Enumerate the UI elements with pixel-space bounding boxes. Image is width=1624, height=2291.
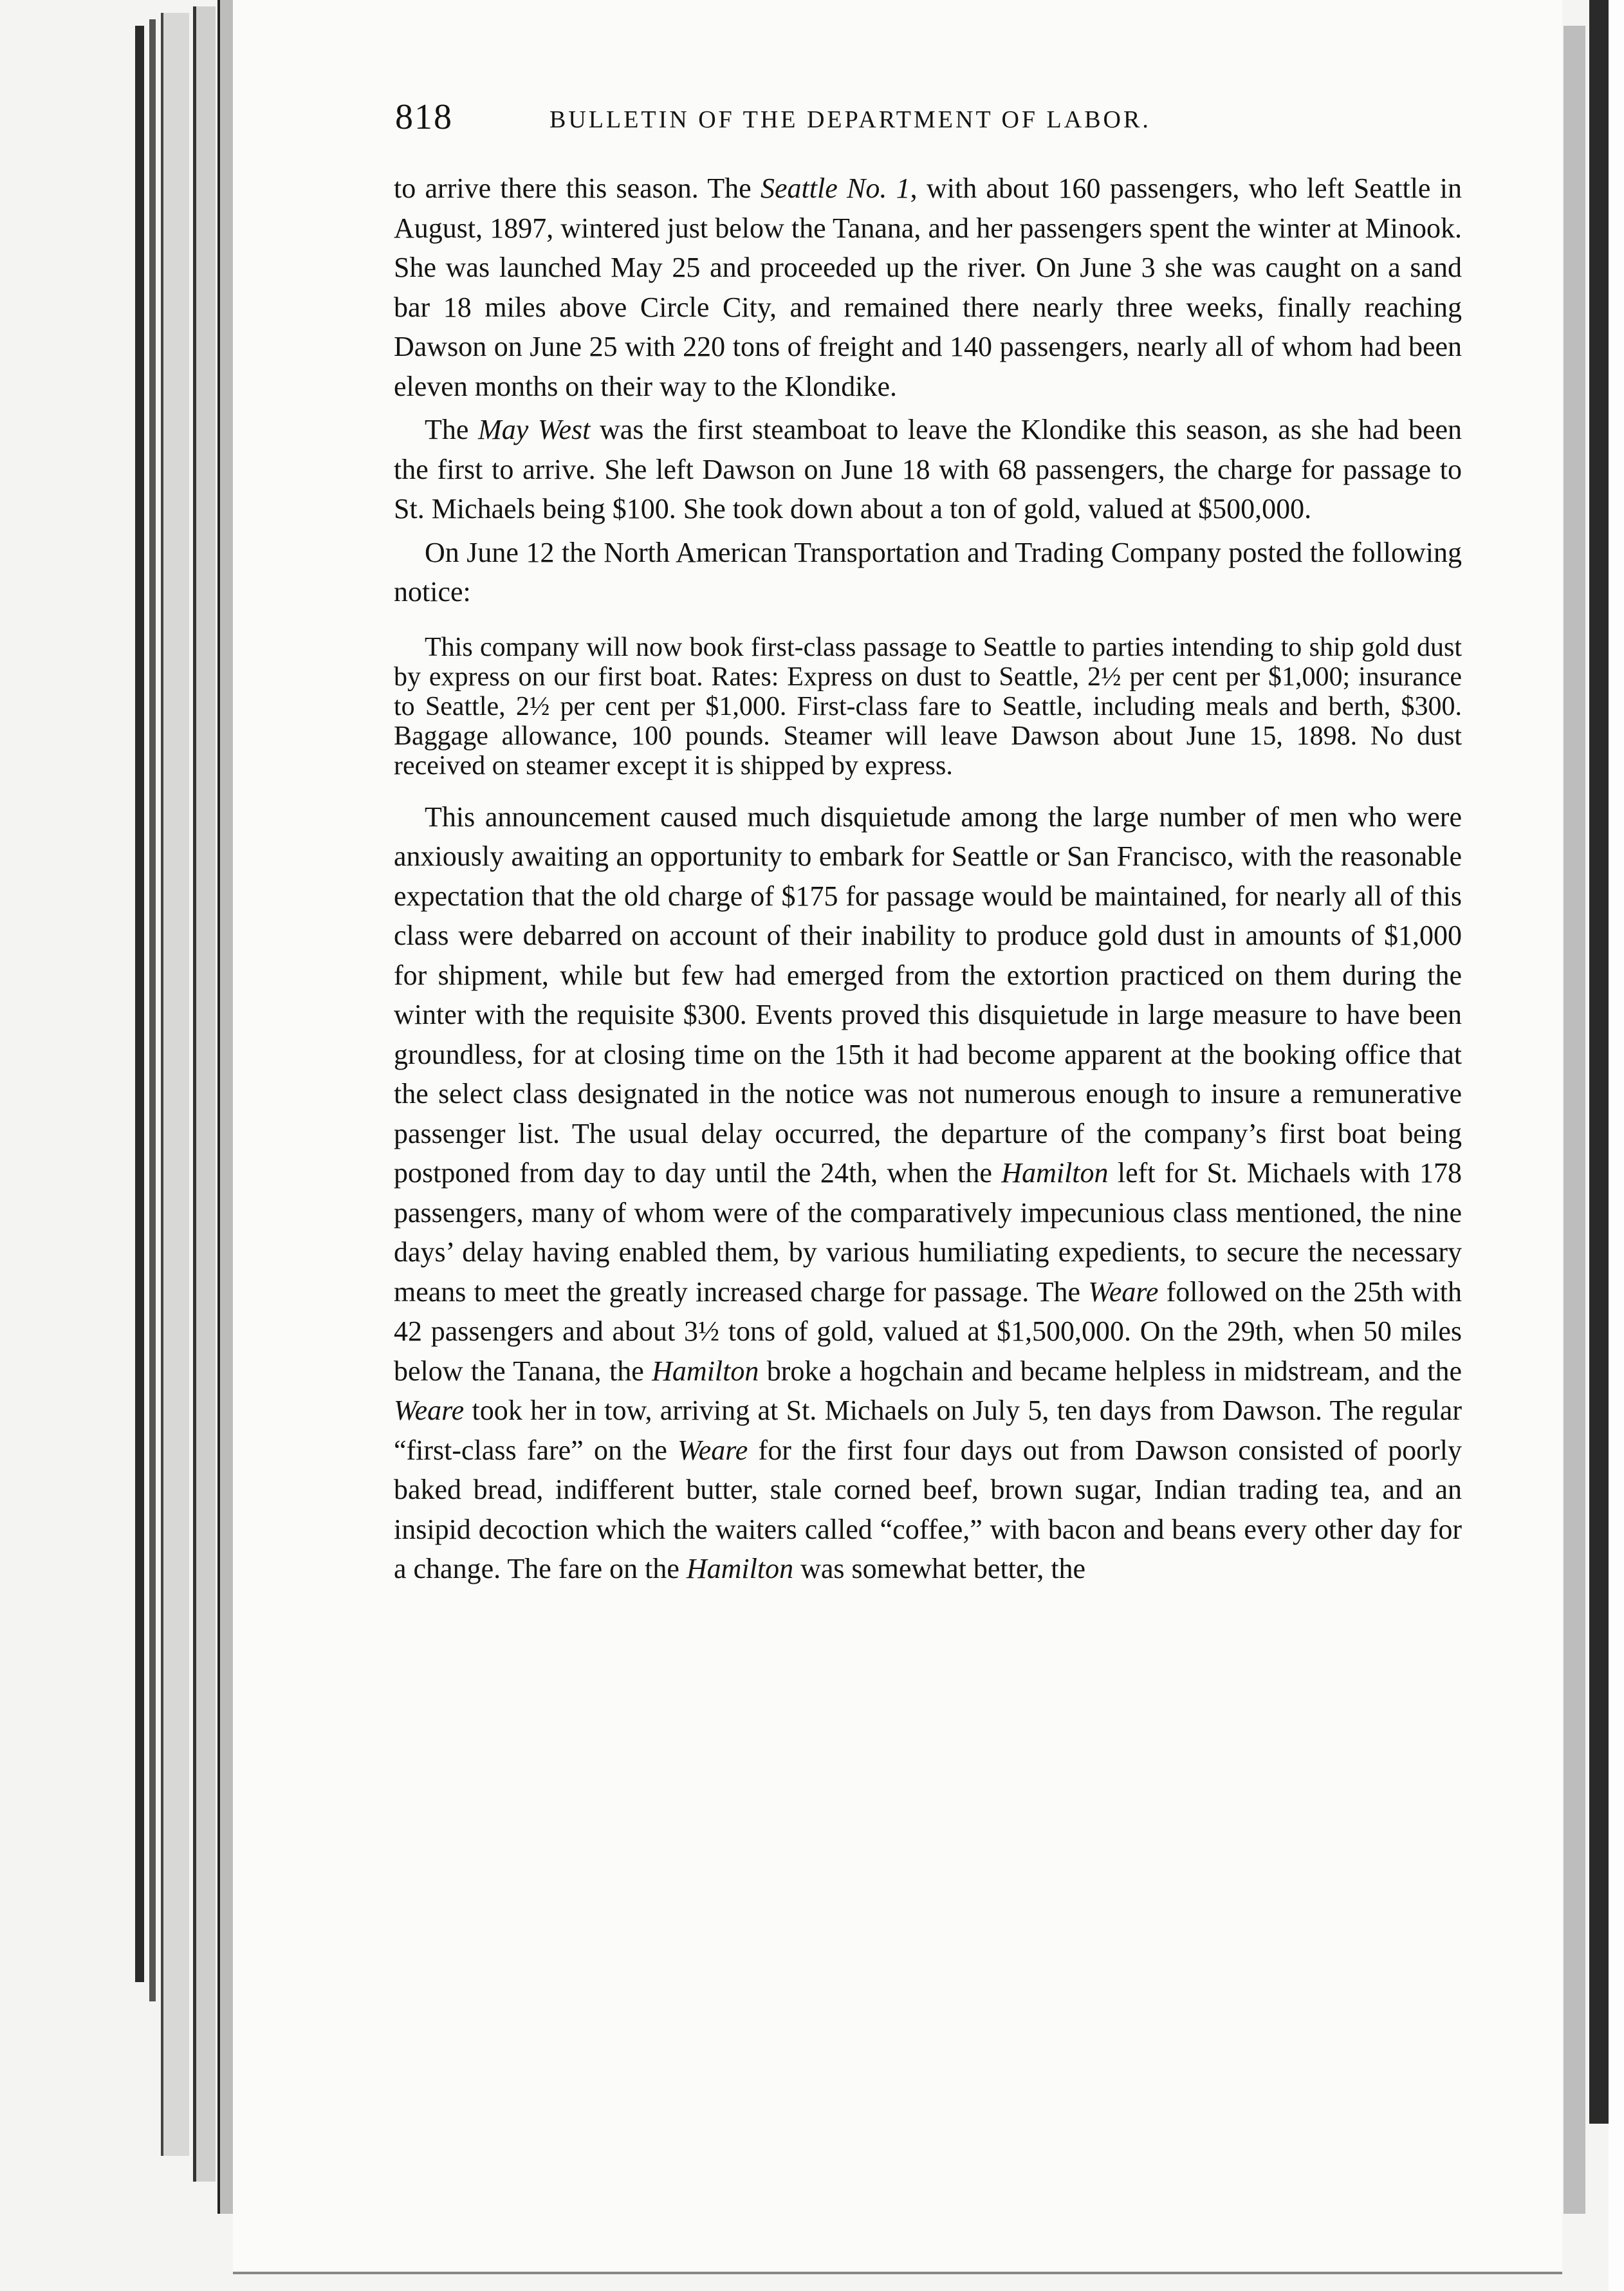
text-run: left for St. Michaels with 178 passengers, many of whom were of the comparatively impecunious class mentioned, the nine days’ delay having enabled them, by various humiliating expedients, to secure the necessary means to meet the greatly increased charge for passage. The (394, 1157, 1463, 1308)
body-text (394, 169, 1462, 1589)
paragraph (394, 410, 1462, 529)
scan-margin-right (1609, 0, 1624, 2291)
notice-quote: This company will now book first-class passage to Seattle to parties intending to ship gold dust by express on our first boat. Rates: Express on dust to Seattle, 2½ per cent per $1,000; insurance to Seattle, 2½ per cent per $1,000. First-class fare to Seattle, including meals and berth, $300. Baggage allowance, 100 pounds. Steamer will leave Dawson about June 15, 1898. No dust received on steamer except it is shipped by express. (394, 632, 1462, 781)
document-page (233, 0, 1562, 2274)
ship-name: Hamilton (652, 1355, 759, 1387)
ship-name: Hamilton (1001, 1157, 1109, 1189)
text-run: took her in tow, arriving at St. Michaels on July 5, ten days from Dawson. The regular “first-class fare” on the (394, 1395, 1462, 1466)
paragraph: On June 12 the North American Transportation and Trading Company posted the following notice: (394, 536, 1462, 608)
book-edge-right (1589, 0, 1609, 2124)
ship-name: May West (478, 414, 591, 445)
ship-name: Hamilton (686, 1553, 794, 1584)
page-edge-left (161, 13, 189, 2156)
page-number: 818 (395, 97, 453, 137)
text-run: was the first steamboat to leave the Klondike this season, as she had been the first to arrive. She left Dawson on June 18 with 68 passengers, the charge for passage to St. Michaels being $100. She took down about a ton of gold, valued at $500,000. (394, 414, 1463, 524)
text-run: for the first four days out from Dawson consisted of poorly baked bread, indifferent butter, stale corned beef, brown sugar, Indian trading tea, and an insipid decoction which the waiters called “coffee,” with bacon and beans every other day for a change. The fare on the (394, 1434, 1462, 1584)
page-header (395, 97, 1540, 148)
text-run: This announcement caused much disquietude among the large number of men who were anxiously awaiting an opportunity to embark for Seattle or San Francisco, with the reasonable expectation that the old charge of $175 for passage would be maintained, for nearly all of this class were debarred on account of their inability to produce gold dust in amounts of $1,000 for shipment, while but few had emerged from the extortion practiced on them during the winter with the requisite $300. Events proved this disquietude in large measure to have been groundless, for at closing time on the 15th it had become apparent at the booking office that the select class designated in the notice was not numerous enough to insure a remunerative passenger list. The usual delay occurred, the departure of the company’s first boat being postponed from day to day until the 24th, when the (394, 801, 1462, 1189)
page-edge-left (217, 0, 234, 2214)
page-edge-right (1564, 26, 1585, 2214)
ship-name: Seattle No. 1 (761, 172, 910, 204)
text-run: to arrive there this season. The (394, 172, 761, 204)
paragraph (394, 797, 1462, 1589)
paragraph (394, 169, 1462, 406)
ship-name: Weare (394, 1395, 465, 1426)
text-run: was somewhat better, the (793, 1553, 1086, 1584)
running-head: BULLETIN OF THE DEPARTMENT OF LABOR. (549, 106, 1151, 133)
ship-name: Weare (1088, 1275, 1159, 1308)
book-edge-left (135, 26, 144, 1982)
text-run: followed on the 25th with 42 passengers and about 3½ tons of gold, valued at $1,500,000. On the 29th, when 50 miles below the Tanana, the (394, 1275, 1462, 1387)
page-edge-left (193, 6, 216, 2182)
ship-name: Weare (678, 1434, 748, 1466)
text-run: The (425, 414, 479, 445)
book-edge-left (149, 19, 156, 2001)
text-run: , with about 160 passengers, who left Seattle in August, 1897, wintered just below the Tanana, and her passengers spent the winter at Minook. She was launched May 25 and proceeded up the river. On June 3 she was caught on a sand bar 18 miles above Circle City, and remained there nearly three weeks, finally reaching Dawson on June 25 with 220 tons of freight and 140 passengers, nearly all of whom had been eleven months on their way to the Klondike. (394, 172, 1462, 402)
text-run: broke a hogchain and became helpless in midstream, and the (759, 1355, 1462, 1387)
